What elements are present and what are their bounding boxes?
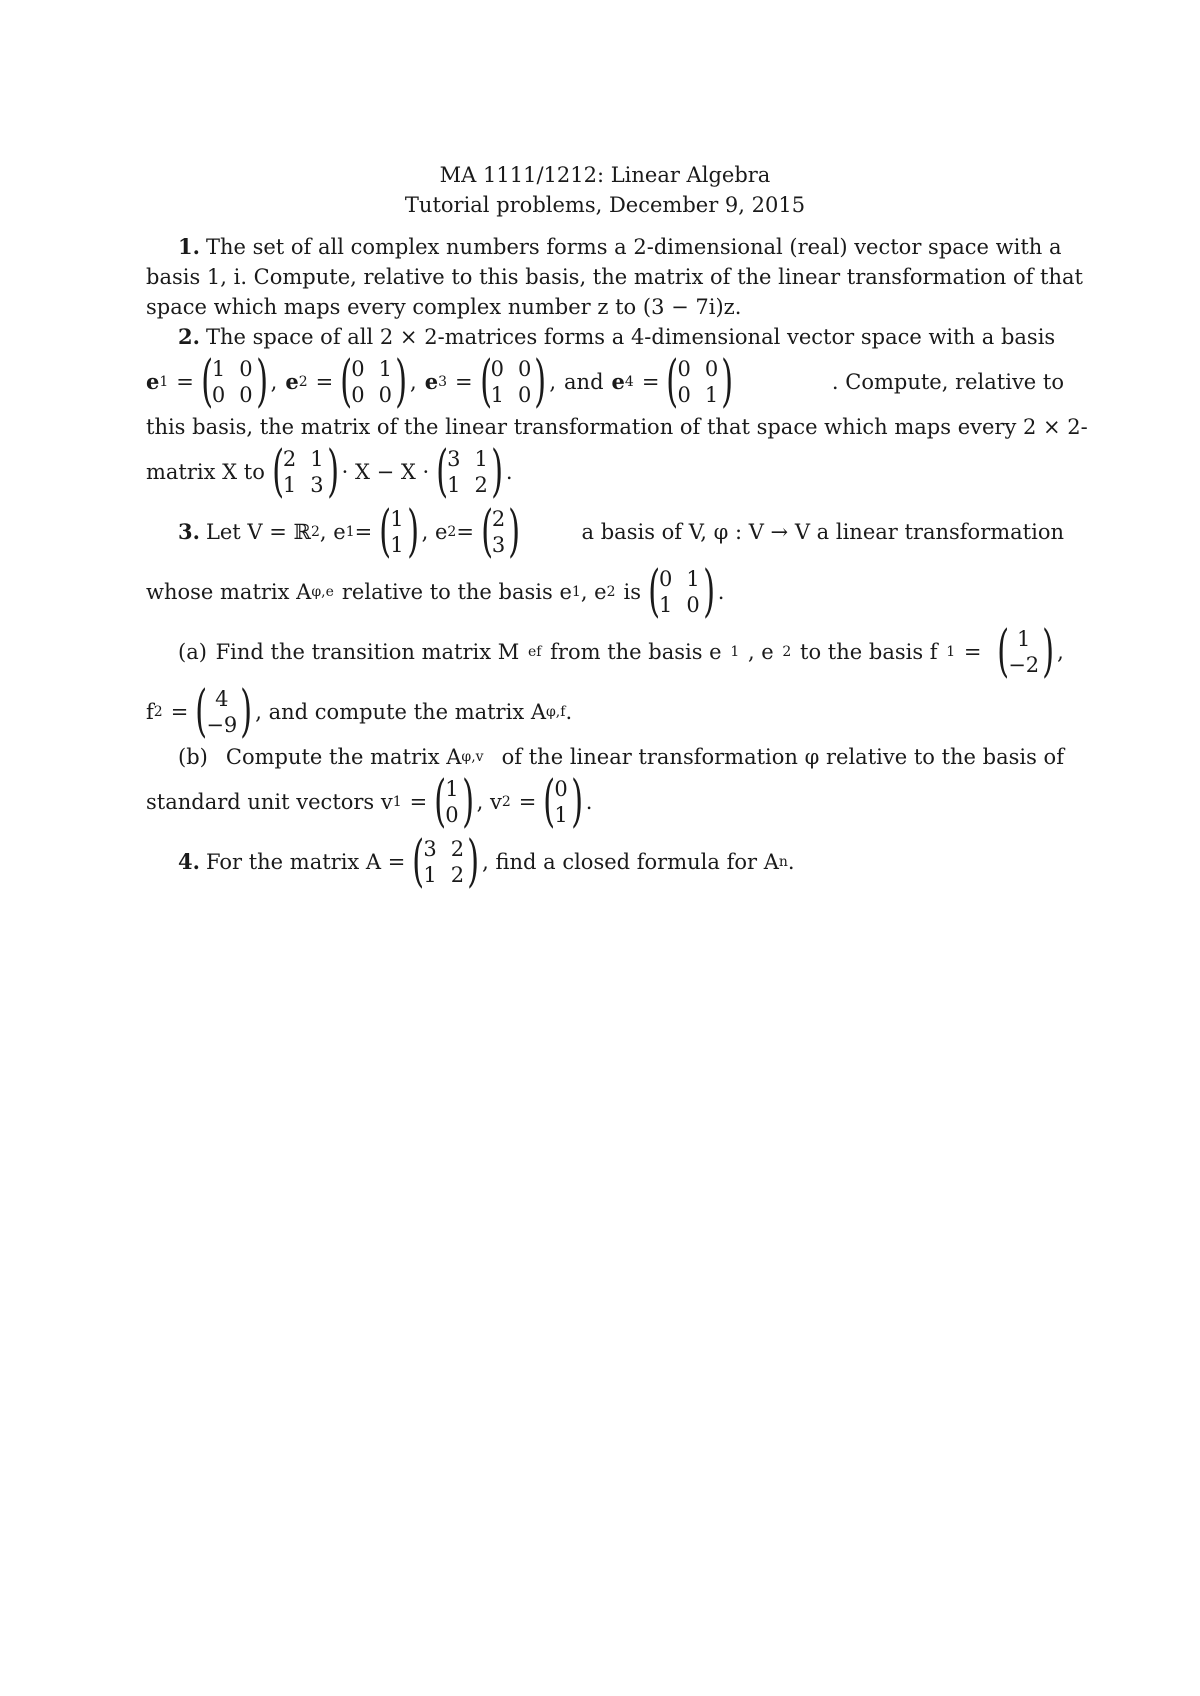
problem-2-line-1 [146,322,1064,352]
vector-v2: ( 0 1 ) [543,769,583,834]
part-b-label: (b) [178,745,208,769]
problem-1-text-2: basis 1, i. Compute, relative to this basis, the matrix of the linear transformation of that [146,265,1083,289]
problem-1-text-3: space which maps every complex number z to (3 − 7i)z. [146,295,742,319]
problem-4-number: 4. [178,849,200,874]
problem-4 [146,829,1064,894]
part-a-label: (a) [178,640,207,664]
equals-sign: = [454,370,473,394]
problem-3a-line-1: (a) Find the transition matrix M ef from the basis e 1 , e 2 to the basis f 1 = ( 1 −2 ) , [178,619,1064,684]
problem-3-text-1: a basis of V, φ : V → V a linear transformation [581,520,1064,544]
vector-e1: ( 1 1 ) [379,499,419,564]
and-word: and [564,370,604,394]
basis-e4-label: e [611,369,625,394]
problem-2-line-2: e 1 = ( 1 0 0 0 ) , e 2 = ( 0 1 0 0 ) , e 3 = ( 0 0 1 0 ) , and e 4 = ( 0 0 0 1 ) . Compute, relative to [146,349,1064,414]
matrix-e4: ( 0 0 0 1 ) [666,349,734,414]
equals-sign: = [176,370,194,394]
matrix-left-factor: ( 2 1 1 3 ) [272,439,339,504]
problem-3 [146,499,1064,834]
basis-e1-sub: 1 [159,374,169,390]
document-subtitle: Tutorial problems, December 9, 2015 [404,193,806,217]
problem-2-number: 2. [178,324,200,349]
document-title: MA 1111/1212: Linear Algebra [439,163,771,187]
equals-sign: = [315,370,334,394]
problem-3-line-1: 3. Let V = ℝ 2 , e 1 = ( 1 1 ) , e 2 = ( 2 3 ) a basis of V, φ : V → V a linear transformation [178,499,1064,564]
problem-1-line-2 [146,262,1083,292]
equals-sign: = [641,370,660,394]
basis-e3-label: e [424,369,439,394]
basis-e4-sub: 4 [624,374,634,390]
vector-v1: ( 1 0 ) [434,769,474,834]
problem-2-line-3 [146,412,1088,442]
basis-e2-sub: 2 [298,374,308,390]
basis-e1-label: e [146,369,160,394]
problem-2-text-2: . Compute, relative to [831,370,1064,394]
problem-1-text-1: The set of all complex numbers forms a 2-dimensional (real) vector space with a [205,235,1062,259]
vector-e2: ( 2 3 ) [481,499,521,564]
matrix-e1: ( 1 0 0 0 ) [201,349,268,414]
document-header [146,160,1064,220]
problem-3-line-2: whose matrix A φ,e relative to the basis e 1 , e 2 is ( 0 1 1 0 ) . [146,559,725,624]
problem-2-text-1: The space of all 2 × 2-matrices forms a 4-dimensional vector space with a basis [205,325,1056,349]
problem-3b-line-1: (b) Compute the matrix A φ,v of the linear transformation φ relative to the basis of [146,742,1064,772]
problem-1-number: 1. [178,234,200,259]
document-content [146,160,1088,894]
problem-1-line-3 [146,292,1064,322]
vector-f2: ( 4 −9 ) [195,679,253,744]
problem-2 [146,322,1088,504]
problem-4-line-1: 4. For the matrix A = ( 3 2 1 2 ) , find a closed formula for A n . [178,829,795,894]
matrix-A: ( 3 2 1 2 ) [412,829,480,894]
basis-e3-sub: 3 [438,374,447,390]
problem-2-text-5: · X − X · [341,460,430,484]
basis-e2-label: e [285,369,299,394]
problem-1-line-1 [146,232,1064,262]
matrix-e2: ( 0 1 0 0 ) [340,349,408,414]
matrix-A-phi-e: ( 0 1 1 0 ) [648,559,715,624]
problem-3a-line-2: f 2 = ( 4 −9 ) , and compute the matrix A φ,f . [146,679,573,744]
matrix-e3: ( 0 0 1 0 ) [479,349,547,414]
matrix-right-factor: ( 3 1 1 2 ) [436,439,504,504]
problem-2-text-3: this basis, the matrix of the linear transformation of that space which maps every 2 × 2- [146,415,1088,439]
problem-3-number: 3. [178,519,200,544]
problem-2-line-4: matrix X to ( 2 1 1 3 ) · X − X · ( 3 1 1 2 ) . [146,439,513,504]
problem-1 [146,232,1083,322]
vector-f1: ( 1 −2 ) [997,619,1055,684]
problem-2-text-4: matrix X to [146,460,265,484]
problem-3b-line-2: standard unit vectors v 1 = ( 1 0 ) , v 2 = ( 0 1 ) . [146,769,593,834]
